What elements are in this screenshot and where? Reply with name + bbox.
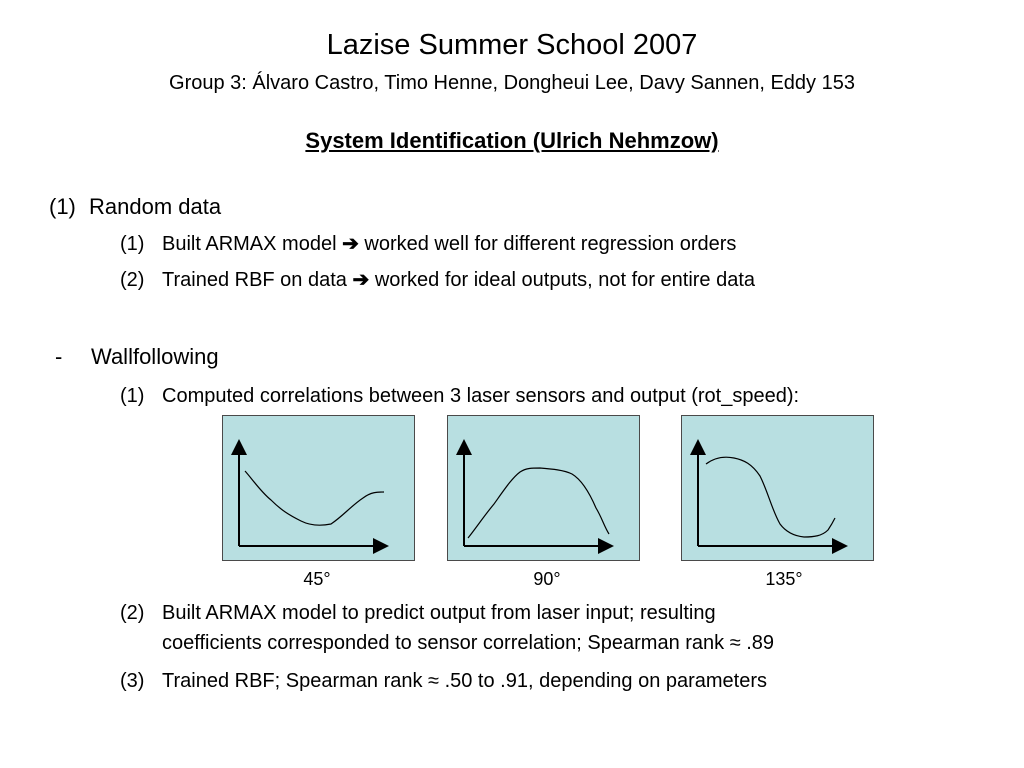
correlation-plot-135 bbox=[681, 415, 874, 561]
correlation-curve-90 bbox=[448, 416, 641, 562]
item-1-1-marker: (1) bbox=[120, 233, 145, 255]
item-1-1-after: worked well for different regression orders bbox=[364, 233, 737, 255]
slide-title: Lazise Summer School 2007 bbox=[326, 29, 698, 61]
plot-caption-90: 90° bbox=[533, 569, 561, 589]
plot-caption-45: 45° bbox=[303, 569, 331, 589]
arrow-right-icon: ➔ bbox=[352, 269, 370, 291]
item-1-1-before: Built ARMAX model bbox=[162, 233, 337, 255]
section-2-label: Wallfollowing bbox=[91, 344, 219, 369]
item-2-1-text: Computed correlations between 3 laser sensors and output (rot_speed): bbox=[162, 385, 800, 407]
correlation-plot-90 bbox=[447, 415, 640, 561]
item-2-2-line-2: coefficients corresponded to sensor correlation; Spearman rank ≈ .89 bbox=[162, 632, 775, 654]
item-2-2-marker: (2) bbox=[120, 602, 145, 624]
item-1-2-text bbox=[162, 267, 755, 293]
correlation-curve-45 bbox=[223, 416, 416, 562]
section-1-marker: (1) bbox=[49, 194, 76, 219]
slide-subtitle: Group 3: Álvaro Castro, Timo Henne, Dongheui Lee, Davy Sannen, Eddy 153 bbox=[169, 72, 855, 94]
plot-caption-135: 135° bbox=[765, 569, 803, 589]
item-2-1-marker: (1) bbox=[120, 385, 145, 407]
item-1-2-after: worked for ideal outputs, not for entire data bbox=[374, 269, 756, 291]
section-heading: System Identification (Ulrich Nehmzow) bbox=[305, 128, 719, 153]
item-1-1-text bbox=[162, 231, 736, 257]
section-2-marker: - bbox=[55, 344, 63, 369]
item-2-2-line-1: Built ARMAX model to predict output from laser input; resulting bbox=[162, 602, 716, 624]
correlation-plot-45 bbox=[222, 415, 415, 561]
item-2-3-marker: (3) bbox=[120, 670, 145, 692]
correlation-curve-135 bbox=[682, 416, 875, 562]
item-1-2-before: Trained RBF on data bbox=[162, 269, 347, 291]
arrow-right-icon: ➔ bbox=[342, 233, 359, 255]
item-1-2-marker: (2) bbox=[120, 269, 145, 291]
item-2-3-text: Trained RBF; Spearman rank ≈ .50 to .91, depending on parameters bbox=[162, 670, 768, 692]
section-1-label: Random data bbox=[89, 194, 222, 219]
